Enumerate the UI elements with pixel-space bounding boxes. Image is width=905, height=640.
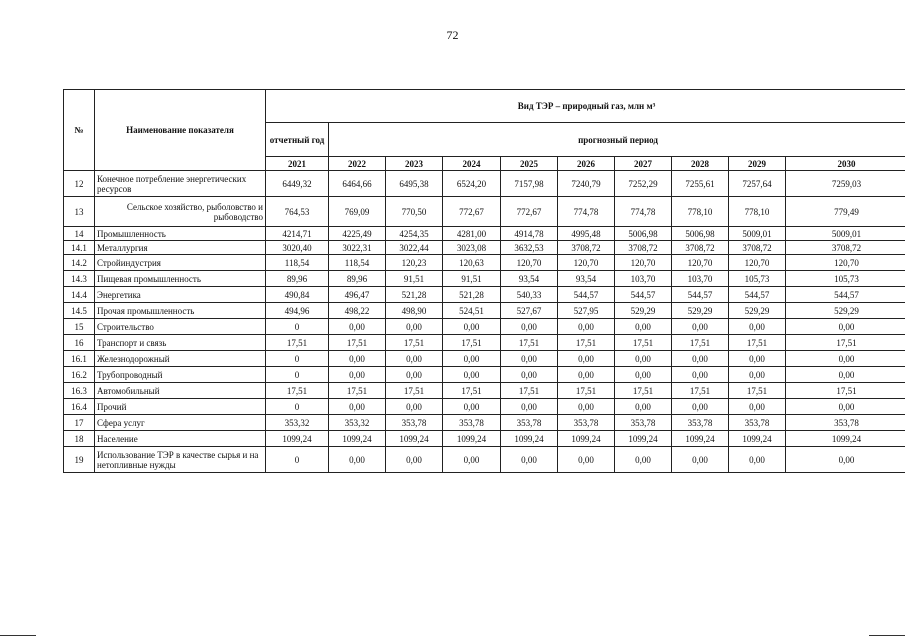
row-indicator-name: Конечное потребление энергетических ресурсов — [95, 171, 266, 197]
table-row — [64, 287, 905, 303]
cell-value: 774,78 — [615, 197, 672, 227]
cell-value: 0,00 — [786, 351, 905, 367]
row-indicator-name: Энергетика — [95, 287, 266, 303]
cell-value: 0 — [266, 319, 329, 335]
row-number: 16.4 — [64, 399, 95, 415]
cell-value: 544,57 — [729, 287, 786, 303]
cell-value: 17,51 — [329, 383, 386, 399]
cell-value: 3708,72 — [786, 241, 905, 255]
cell-value: 0,00 — [558, 447, 615, 473]
cell-value: 89,96 — [266, 271, 329, 287]
cell-value: 118,54 — [266, 255, 329, 271]
row-indicator-name: Использование ТЭР в качестве сырья и на нетопливные нужды — [95, 447, 266, 473]
cell-value: 91,51 — [443, 271, 501, 287]
header-year: 2029 — [729, 157, 786, 171]
row-number: 14.4 — [64, 287, 95, 303]
cell-value: 5009,01 — [729, 227, 786, 241]
cell-value: 6449,32 — [266, 171, 329, 197]
cell-value: 0,00 — [386, 367, 443, 383]
cell-value: 7240,79 — [558, 171, 615, 197]
table-row — [64, 383, 905, 399]
cell-value: 0,00 — [786, 367, 905, 383]
cell-value: 0,00 — [729, 351, 786, 367]
cell-value: 778,10 — [672, 197, 729, 227]
cell-value: 17,51 — [615, 383, 672, 399]
cell-value: 779,49 — [786, 197, 905, 227]
row-number: 14.5 — [64, 303, 95, 319]
table-row — [64, 303, 905, 319]
cell-value: 3708,72 — [558, 241, 615, 255]
cell-value: 3708,72 — [615, 241, 672, 255]
cell-value: 1099,24 — [672, 431, 729, 447]
row-number: 16 — [64, 335, 95, 351]
cell-value: 4214,71 — [266, 227, 329, 241]
cell-value: 544,57 — [672, 287, 729, 303]
header-year: 2030 — [786, 157, 905, 171]
cell-value: 120,70 — [672, 255, 729, 271]
cell-value: 5006,98 — [672, 227, 729, 241]
cell-value: 1099,24 — [615, 431, 672, 447]
cell-value: 17,51 — [501, 335, 558, 351]
cell-value: 0,00 — [615, 447, 672, 473]
cell-value: 1099,24 — [329, 431, 386, 447]
cell-value: 353,78 — [558, 415, 615, 431]
cell-value: 529,29 — [786, 303, 905, 319]
cell-value: 4914,78 — [501, 227, 558, 241]
cell-value: 521,28 — [386, 287, 443, 303]
row-number: 17 — [64, 415, 95, 431]
header-year: 2021 — [266, 157, 329, 171]
cell-value: 103,70 — [672, 271, 729, 287]
cell-value: 118,54 — [329, 255, 386, 271]
cell-value: 0,00 — [501, 367, 558, 383]
cell-value: 0,00 — [786, 447, 905, 473]
row-indicator-name: Население — [95, 431, 266, 447]
cell-value: 0,00 — [558, 399, 615, 415]
cell-value: 0,00 — [386, 319, 443, 335]
cell-value: 120,23 — [386, 255, 443, 271]
cell-value: 17,51 — [386, 335, 443, 351]
cell-value: 353,78 — [672, 415, 729, 431]
cell-value: 0,00 — [672, 399, 729, 415]
cell-value: 3632,53 — [501, 241, 558, 255]
cell-value: 17,51 — [501, 383, 558, 399]
cell-value: 3708,72 — [729, 241, 786, 255]
cell-value: 353,78 — [615, 415, 672, 431]
cell-value: 105,73 — [729, 271, 786, 287]
row-number: 15 — [64, 319, 95, 335]
cell-value: 0,00 — [443, 399, 501, 415]
cell-value: 764,53 — [266, 197, 329, 227]
cell-value: 0,00 — [558, 367, 615, 383]
cell-value: 0,00 — [386, 447, 443, 473]
cell-value: 0,00 — [386, 351, 443, 367]
row-number: 14.1 — [64, 241, 95, 255]
cell-value: 1099,24 — [729, 431, 786, 447]
row-indicator-name: Прочий — [95, 399, 266, 415]
header-year: 2025 — [501, 157, 558, 171]
cell-value: 521,28 — [443, 287, 501, 303]
cell-value: 6524,20 — [443, 171, 501, 197]
cell-value: 7157,98 — [501, 171, 558, 197]
cell-value: 0,00 — [615, 367, 672, 383]
cell-value: 353,78 — [729, 415, 786, 431]
cell-value: 353,78 — [786, 415, 905, 431]
cell-value: 0,00 — [329, 367, 386, 383]
row-number: 13 — [64, 197, 95, 227]
cell-value: 0,00 — [729, 319, 786, 335]
cell-value: 353,32 — [266, 415, 329, 431]
cell-value: 527,95 — [558, 303, 615, 319]
cell-value: 353,78 — [386, 415, 443, 431]
cell-value: 17,51 — [329, 335, 386, 351]
cell-value: 498,22 — [329, 303, 386, 319]
cell-value: 0,00 — [672, 367, 729, 383]
row-indicator-name: Стройиндустрия — [95, 255, 266, 271]
cell-value: 103,70 — [615, 271, 672, 287]
cell-value: 17,51 — [266, 335, 329, 351]
header-resource-type: Вид ТЭР – природный газ, млн м³ — [266, 90, 905, 123]
header-num: № — [64, 90, 95, 171]
cell-value: 89,96 — [329, 271, 386, 287]
row-number: 14.2 — [64, 255, 95, 271]
cell-value: 1099,24 — [786, 431, 905, 447]
cell-value: 778,10 — [729, 197, 786, 227]
header-year: 2026 — [558, 157, 615, 171]
cell-value: 0,00 — [386, 399, 443, 415]
cell-value: 0,00 — [615, 399, 672, 415]
cell-value: 353,78 — [443, 415, 501, 431]
row-indicator-name: Сфера услуг — [95, 415, 266, 431]
cell-value: 0,00 — [443, 367, 501, 383]
cell-value: 0,00 — [672, 447, 729, 473]
table-row — [64, 227, 905, 241]
table-body — [64, 171, 905, 473]
header-year: 2022 — [329, 157, 386, 171]
cell-value: 0,00 — [729, 447, 786, 473]
cell-value: 0,00 — [786, 399, 905, 415]
cell-value: 5006,98 — [615, 227, 672, 241]
cell-value: 4254,35 — [386, 227, 443, 241]
row-indicator-name: Пищевая промышленность — [95, 271, 266, 287]
cell-value: 3023,08 — [443, 241, 501, 255]
cell-value: 0,00 — [672, 319, 729, 335]
cell-value: 1099,24 — [443, 431, 501, 447]
cell-value: 17,51 — [266, 383, 329, 399]
row-indicator-name: Строительство — [95, 319, 266, 335]
cell-value: 0,00 — [501, 319, 558, 335]
cell-value: 0,00 — [443, 319, 501, 335]
cell-value: 0,00 — [672, 351, 729, 367]
cell-value: 544,57 — [615, 287, 672, 303]
cell-value: 1099,24 — [501, 431, 558, 447]
cell-value: 3022,31 — [329, 241, 386, 255]
header-forecast-period: прогнозный период — [329, 123, 905, 157]
page-number: 72 — [446, 28, 459, 42]
cell-value: 17,51 — [672, 383, 729, 399]
cell-value: 120,70 — [615, 255, 672, 271]
cell-value: 17,51 — [443, 335, 501, 351]
fuel-consumption-table — [63, 89, 905, 473]
cell-value: 0,00 — [729, 399, 786, 415]
table-row — [64, 367, 905, 383]
cell-value: 105,73 — [786, 271, 905, 287]
cell-value: 498,90 — [386, 303, 443, 319]
table-row — [64, 431, 905, 447]
cell-value: 17,51 — [786, 383, 905, 399]
cell-value: 17,51 — [615, 335, 672, 351]
cell-value: 0,00 — [729, 367, 786, 383]
cell-value: 529,29 — [615, 303, 672, 319]
cell-value: 4225,49 — [329, 227, 386, 241]
cell-value: 353,78 — [501, 415, 558, 431]
cell-value: 3020,40 — [266, 241, 329, 255]
cell-value: 0,00 — [329, 319, 386, 335]
header-year: 2027 — [615, 157, 672, 171]
cell-value: 120,63 — [443, 255, 501, 271]
cell-value: 120,70 — [501, 255, 558, 271]
row-indicator-name: Металлургия — [95, 241, 266, 255]
cell-value: 772,67 — [443, 197, 501, 227]
row-indicator-name: Автомобильный — [95, 383, 266, 399]
cell-value: 0 — [266, 351, 329, 367]
cell-value: 91,51 — [386, 271, 443, 287]
cell-value: 4995,48 — [558, 227, 615, 241]
cell-value: 494,96 — [266, 303, 329, 319]
cell-value: 524,51 — [443, 303, 501, 319]
cell-value: 490,84 — [266, 287, 329, 303]
cell-value: 17,51 — [729, 383, 786, 399]
cell-value: 6464,66 — [329, 171, 386, 197]
cell-value: 0 — [266, 447, 329, 473]
cell-value: 353,32 — [329, 415, 386, 431]
cell-value: 0,00 — [501, 351, 558, 367]
row-indicator-name: Сельское хозяйство, рыболовство и рыбоводство — [95, 197, 266, 227]
cell-value: 5009,01 — [786, 227, 905, 241]
cell-value: 496,47 — [329, 287, 386, 303]
table-row — [64, 255, 905, 271]
header-year: 2028 — [672, 157, 729, 171]
header-year: 2024 — [443, 157, 501, 171]
cell-value: 529,29 — [672, 303, 729, 319]
row-number: 16.2 — [64, 367, 95, 383]
table-row — [64, 319, 905, 335]
table-row — [64, 241, 905, 255]
cell-value: 3708,72 — [672, 241, 729, 255]
bottom-rule-right — [869, 635, 905, 636]
row-number: 14.3 — [64, 271, 95, 287]
row-number: 16.3 — [64, 383, 95, 399]
bottom-rule-left — [0, 635, 36, 636]
cell-value: 0,00 — [329, 351, 386, 367]
row-number: 14 — [64, 227, 95, 241]
header-reporting-year: отчетный год — [266, 123, 329, 157]
table-row — [64, 399, 905, 415]
cell-value: 0,00 — [443, 447, 501, 473]
table-row — [64, 351, 905, 367]
header-year: 2023 — [386, 157, 443, 171]
row-number: 19 — [64, 447, 95, 473]
cell-value: 0,00 — [329, 447, 386, 473]
cell-value: 0,00 — [786, 319, 905, 335]
cell-value: 540,33 — [501, 287, 558, 303]
row-indicator-name: Железнодорожный — [95, 351, 266, 367]
cell-value: 0,00 — [329, 399, 386, 415]
table-row — [64, 447, 905, 473]
cell-value: 769,09 — [329, 197, 386, 227]
cell-value: 0,00 — [443, 351, 501, 367]
cell-value: 17,51 — [672, 335, 729, 351]
cell-value: 774,78 — [558, 197, 615, 227]
row-indicator-name: Прочая промышленность — [95, 303, 266, 319]
cell-value: 17,51 — [558, 335, 615, 351]
cell-value: 544,57 — [558, 287, 615, 303]
table-row — [64, 415, 905, 431]
cell-value: 0 — [266, 367, 329, 383]
cell-value: 0,00 — [615, 351, 672, 367]
cell-value: 17,51 — [558, 383, 615, 399]
table-row — [64, 335, 905, 351]
cell-value: 770,50 — [386, 197, 443, 227]
cell-value: 1099,24 — [386, 431, 443, 447]
cell-value: 120,70 — [786, 255, 905, 271]
cell-value: 7259,03 — [786, 171, 905, 197]
row-indicator-name: Промышленность — [95, 227, 266, 241]
cell-value: 7255,61 — [672, 171, 729, 197]
cell-value: 17,51 — [443, 383, 501, 399]
row-indicator-name: Транспорт и связь — [95, 335, 266, 351]
cell-value: 1099,24 — [266, 431, 329, 447]
row-indicator-name: Трубопроводный — [95, 367, 266, 383]
table-row — [64, 271, 905, 287]
cell-value: 17,51 — [386, 383, 443, 399]
cell-value: 0 — [266, 399, 329, 415]
row-number: 12 — [64, 171, 95, 197]
cell-value: 0,00 — [558, 319, 615, 335]
cell-value: 772,67 — [501, 197, 558, 227]
table-row — [64, 171, 905, 197]
cell-value: 0,00 — [501, 399, 558, 415]
cell-value: 529,29 — [729, 303, 786, 319]
cell-value: 0,00 — [558, 351, 615, 367]
cell-value: 3022,44 — [386, 241, 443, 255]
cell-value: 1099,24 — [558, 431, 615, 447]
cell-value: 120,70 — [558, 255, 615, 271]
header-indicator-name: Наименование показателя — [95, 90, 266, 171]
cell-value: 544,57 — [786, 287, 905, 303]
cell-value: 120,70 — [729, 255, 786, 271]
cell-value: 17,51 — [786, 335, 905, 351]
cell-value: 17,51 — [729, 335, 786, 351]
cell-value: 93,54 — [558, 271, 615, 287]
table-row — [64, 197, 905, 227]
cell-value: 0,00 — [615, 319, 672, 335]
cell-value: 4281,00 — [443, 227, 501, 241]
cell-value: 7257,64 — [729, 171, 786, 197]
cell-value: 93,54 — [501, 271, 558, 287]
row-number: 18 — [64, 431, 95, 447]
row-number: 16.1 — [64, 351, 95, 367]
cell-value: 6495,38 — [386, 171, 443, 197]
cell-value: 0,00 — [501, 447, 558, 473]
cell-value: 7252,29 — [615, 171, 672, 197]
cell-value: 527,67 — [501, 303, 558, 319]
